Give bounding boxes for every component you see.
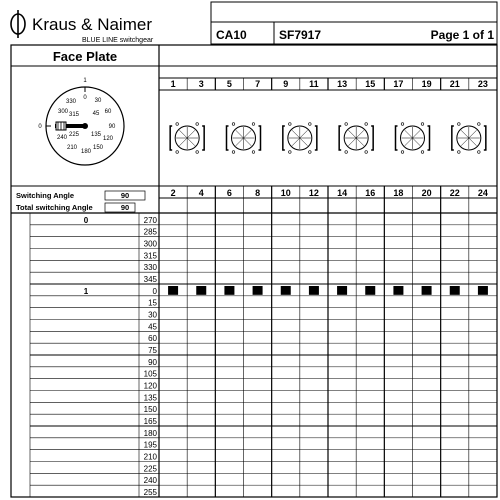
angle-label: 345 <box>143 275 157 284</box>
brand-name: Kraus & Naimer <box>32 15 152 34</box>
contact-block-symbol <box>452 123 486 154</box>
dial-label-180: 180 <box>80 149 92 155</box>
bottom-contact-number: 14 <box>337 188 348 198</box>
contact-block-symbol <box>396 123 430 154</box>
dial-label-240: 240 <box>56 135 68 141</box>
bottom-contact-number: 2 <box>170 188 176 198</box>
contact-closed-marker <box>168 286 178 295</box>
bottom-contact-number: 24 <box>477 188 488 198</box>
top-contact-number: 23 <box>477 79 488 89</box>
switching-angle-value: 90 <box>120 191 130 200</box>
bottom-contact-number: 18 <box>393 188 404 198</box>
dial-label-225: 225 <box>68 132 80 138</box>
dial-label-120: 120 <box>102 136 114 142</box>
angle-label: 0 <box>152 286 157 296</box>
bottom-contact-number: 12 <box>308 188 319 198</box>
angle-label: 30 <box>148 310 157 320</box>
dial-label-30: 30 <box>94 98 102 104</box>
total-switching-value: 90 <box>120 203 130 212</box>
angle-label: 90 <box>148 357 157 367</box>
angle-label: 45 <box>148 322 157 332</box>
face-plate-dial <box>38 78 124 165</box>
contact-block-symbol <box>170 123 204 154</box>
dial-label-60: 60 <box>104 109 112 115</box>
table-row <box>30 343 497 355</box>
face-plate-title: Face Plate <box>52 49 118 64</box>
angle-label: 120 <box>143 381 157 391</box>
brand-tagline: BLUE LINE switchgear <box>82 37 154 44</box>
switching-table <box>30 213 497 497</box>
contact-block-symbol <box>227 123 261 154</box>
table-row <box>30 320 497 332</box>
position-label: 0 <box>83 215 89 225</box>
angle-label: 195 <box>143 440 157 450</box>
dial-label-0-left: 0 <box>38 124 42 130</box>
bottom-contact-number: 8 <box>255 188 261 198</box>
table-row <box>30 367 497 379</box>
page-indicator: Page 1 of 1 <box>430 28 494 42</box>
angle-label: 255 <box>143 488 157 497</box>
top-contact-number: 21 <box>449 79 460 89</box>
contact-closed-marker <box>309 286 319 295</box>
angle-label: 105 <box>143 369 157 379</box>
table-row <box>30 249 497 261</box>
contact-closed-marker <box>253 286 263 295</box>
table-row <box>30 237 497 249</box>
contact-closed-marker <box>224 286 234 295</box>
contact-closed-marker <box>393 286 403 295</box>
dial-label-300: 300 <box>57 109 69 115</box>
table-row <box>30 331 497 343</box>
contact-closed-marker <box>478 286 488 295</box>
angle-label: 270 <box>143 215 157 225</box>
top-contact-number: 1 <box>170 79 176 89</box>
angle-label: 315 <box>143 251 157 261</box>
table-row <box>30 438 497 450</box>
top-contact-number: 5 <box>226 79 232 89</box>
contact-blocks <box>170 123 486 154</box>
contact-block-symbol <box>339 123 373 154</box>
table-row <box>30 414 497 426</box>
table-row <box>30 225 497 237</box>
header <box>11 2 497 44</box>
dial-label-1: 1 <box>83 78 87 84</box>
angle-label: 75 <box>148 346 157 355</box>
angle-label: 330 <box>143 263 157 273</box>
angle-label: 240 <box>143 476 157 486</box>
bottom-contact-number: 10 <box>280 188 291 198</box>
contact-closed-marker <box>450 286 460 295</box>
contact-closed-marker <box>337 286 347 295</box>
table-row <box>30 473 497 485</box>
contact-closed-marker <box>196 286 206 295</box>
switching-angle-panel <box>16 191 145 212</box>
table-row <box>30 450 497 462</box>
angle-label: 165 <box>143 417 157 426</box>
angle-label: 210 <box>143 452 157 462</box>
table-row <box>30 379 497 391</box>
top-contact-number: 17 <box>393 79 404 89</box>
angle-label: 150 <box>143 405 157 415</box>
top-contact-number: 13 <box>337 79 348 89</box>
contact-block-symbol <box>283 123 317 154</box>
dial-label-0-inner: 0 <box>83 95 87 101</box>
table-row <box>30 272 497 284</box>
contact-closed-marker <box>422 286 432 295</box>
dial-label-90: 90 <box>108 124 116 130</box>
position-label: 1 <box>83 286 89 296</box>
angle-label: 15 <box>148 298 157 308</box>
bottom-contact-number: 6 <box>226 188 232 198</box>
dial-label-150: 150 <box>92 145 104 151</box>
table-row <box>30 296 497 308</box>
table-row <box>30 308 497 320</box>
table-row <box>30 462 497 474</box>
dial-label-135: 135 <box>90 132 102 138</box>
table-row <box>30 426 497 438</box>
table-row <box>30 391 497 403</box>
angle-label: 300 <box>143 239 157 249</box>
bottom-contact-number: 4 <box>198 188 204 198</box>
table-row <box>30 284 497 296</box>
top-contact-number: 7 <box>255 79 261 89</box>
brand-logo <box>11 10 25 38</box>
bottom-contact-number: 22 <box>449 188 460 198</box>
dial-label-330: 330 <box>65 99 77 105</box>
angle-label: 225 <box>143 464 157 474</box>
angle-label: 135 <box>143 393 157 403</box>
top-contact-number: 9 <box>283 79 289 89</box>
drawing-code: SF7917 <box>279 28 322 42</box>
top-contact-number: 19 <box>421 79 432 89</box>
angle-label: 60 <box>148 334 157 344</box>
angle-label: 180 <box>143 428 157 438</box>
dial-label-45: 45 <box>92 111 100 117</box>
contact-closed-marker <box>281 286 291 295</box>
table-row <box>30 260 497 272</box>
table-row <box>30 355 497 367</box>
top-contact-number: 11 <box>309 79 319 89</box>
dial-label-315: 315 <box>68 112 80 118</box>
bottom-contact-number: 20 <box>421 188 432 198</box>
table-row <box>30 485 497 497</box>
table-row <box>30 402 497 414</box>
model-number: CA10 <box>216 28 247 42</box>
contact-closed-marker <box>365 286 375 295</box>
top-contact-number: 3 <box>198 79 204 89</box>
bottom-contact-number: 16 <box>365 188 376 198</box>
top-contact-number: 15 <box>365 79 376 89</box>
dial-label-210: 210 <box>66 145 78 151</box>
total-switching-label: Total switching Angle <box>16 203 93 212</box>
angle-label: 285 <box>143 227 157 237</box>
switching-angle-label: Switching Angle <box>16 191 75 200</box>
table-row <box>30 213 497 225</box>
